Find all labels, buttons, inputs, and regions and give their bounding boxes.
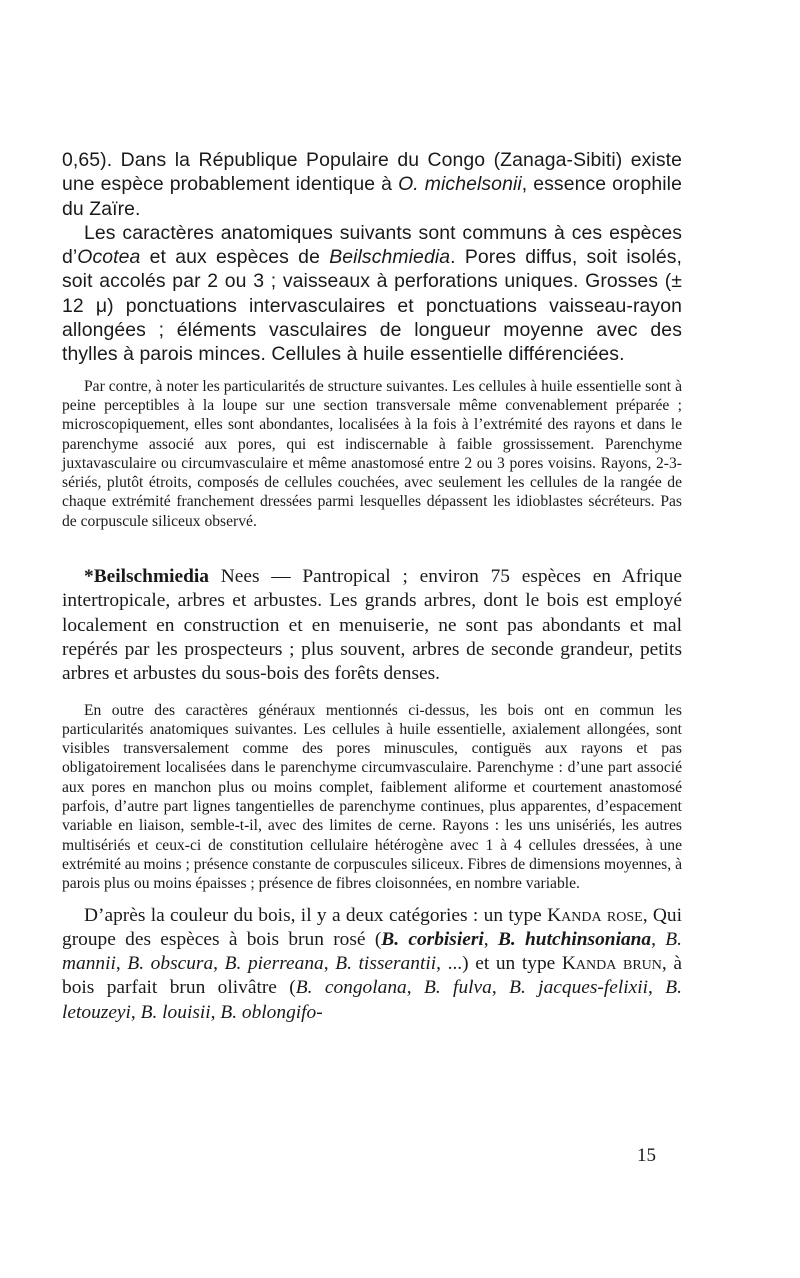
paragraph-particularities: Par contre, à noter les particularités de structure suivantes. Les cellules à huile essentielle sont à peine perceptibles à la loupe sur une section transversale même convenablement préparée ; microscopiquement, elles sont abondantes, localisées à la fois à l’extrémité des rayons et dans le parenchyme associé aux pores, qui est indiscernable à faible grossissement. Parenchyme juxtavasculaire ou circumvasculaire et même anastomosé entre 2 ou 3 pores voisins. Rayons, 2-3-sériés, plutôt étroits, composés de cellules couchées, avec seulement les cellules de la rangée de chaque extrémité franchement dressées parmi lesquelles dépassent les idioblastes sécréteurs. Pas de corpuscule siliceux observé. (62, 377, 682, 530)
paragraph-beilschmiedia-intro: *Beilschmiedia Nees — Pantropical ; environ 75 espèces en Afrique intertropicale, arbres et arbustes. Les grands arbres, dont le bois est employé localement en construction et en menuiserie, ne sont pas abondants et mal repérés par les prospecteurs ; plus souvent, arbres de seconde grandeur, petits arbres et arbustes du sous-bois des forêts denses. (62, 566, 682, 685)
paragraph-ocotea-end: 0,65). Dans la République Populaire du Congo (Zanaga-Sibiti) existe une espèce probablement identique à O. michelsonii, essence orophile du Zaïre. (62, 149, 682, 220)
paragraph-common-characters: Les caractères anatomiques suivants sont communs à ces espèces d’Ocotea et aux espèces de Beilschmiedia. Pores diffus, soit isolés, soit accolés par 2 ou 3 ; vaisseaux à perforations uniques. Grosses (± 12 μ) ponctuations intervasculaires et ponctuations vaisseau-rayon allongées ; éléments vasculaires de longueur moyenne avec des thylles à parois minces. Cellules à huile essentielle différenciées. (62, 221, 682, 366)
page-body (62, 148, 682, 1025)
page-number: 15 (637, 1145, 656, 1166)
genus-name: *Beilschmiedia (84, 566, 209, 588)
paragraph-wood-color-categories: D’après la couleur du bois, il y a deux catégories : un type Kanda rose, Qui groupe des espèces à bois brun rosé (B. corbisieri, B. hutchinsoniana, B. mannii, B. obscura, B. pierreana, B. tisserantii, ...) et un type Kanda brun, à bois parfait brun olivâtre (B. congolana, B. fulva, B. jacques-felixii, B. letouzeyi, B. louisii, B. oblongifo- (62, 904, 682, 1023)
paragraph-beilschmiedia-anatomy: En outre des caractères généraux mentionnés ci-dessus, les bois ont en commun les particularités anatomiques suivantes. Les cellules à huile essentielle, axialement allongées, sont visibles transversalement comme des pores minuscules, contiguës aux rayons et pas obligatoirement localisées dans le parenchyme circumvasculaire. Parenchyme : d’une part associé aux pores en manchon plus ou moins complet, faiblement aliforme et courtement anastomosé parfois, d’autre part lignes tangentielles de parenchyme continues, plus apparentes, d’espacement variable en liaison, semble-t-il, avec des limites de cerne. Rayons : les uns unisériés, les autres multisériés et ceux-ci de constitution cellulaire hétérogène avec 1 à 4 cellules dressées, à une extrémité au moins ; présence constante de corpuscules siliceux. Fibres de dimensions moyennes, à parois plus ou moins épaisses ; présence de fibres cloisonnées, en nombre variable. (62, 701, 682, 893)
